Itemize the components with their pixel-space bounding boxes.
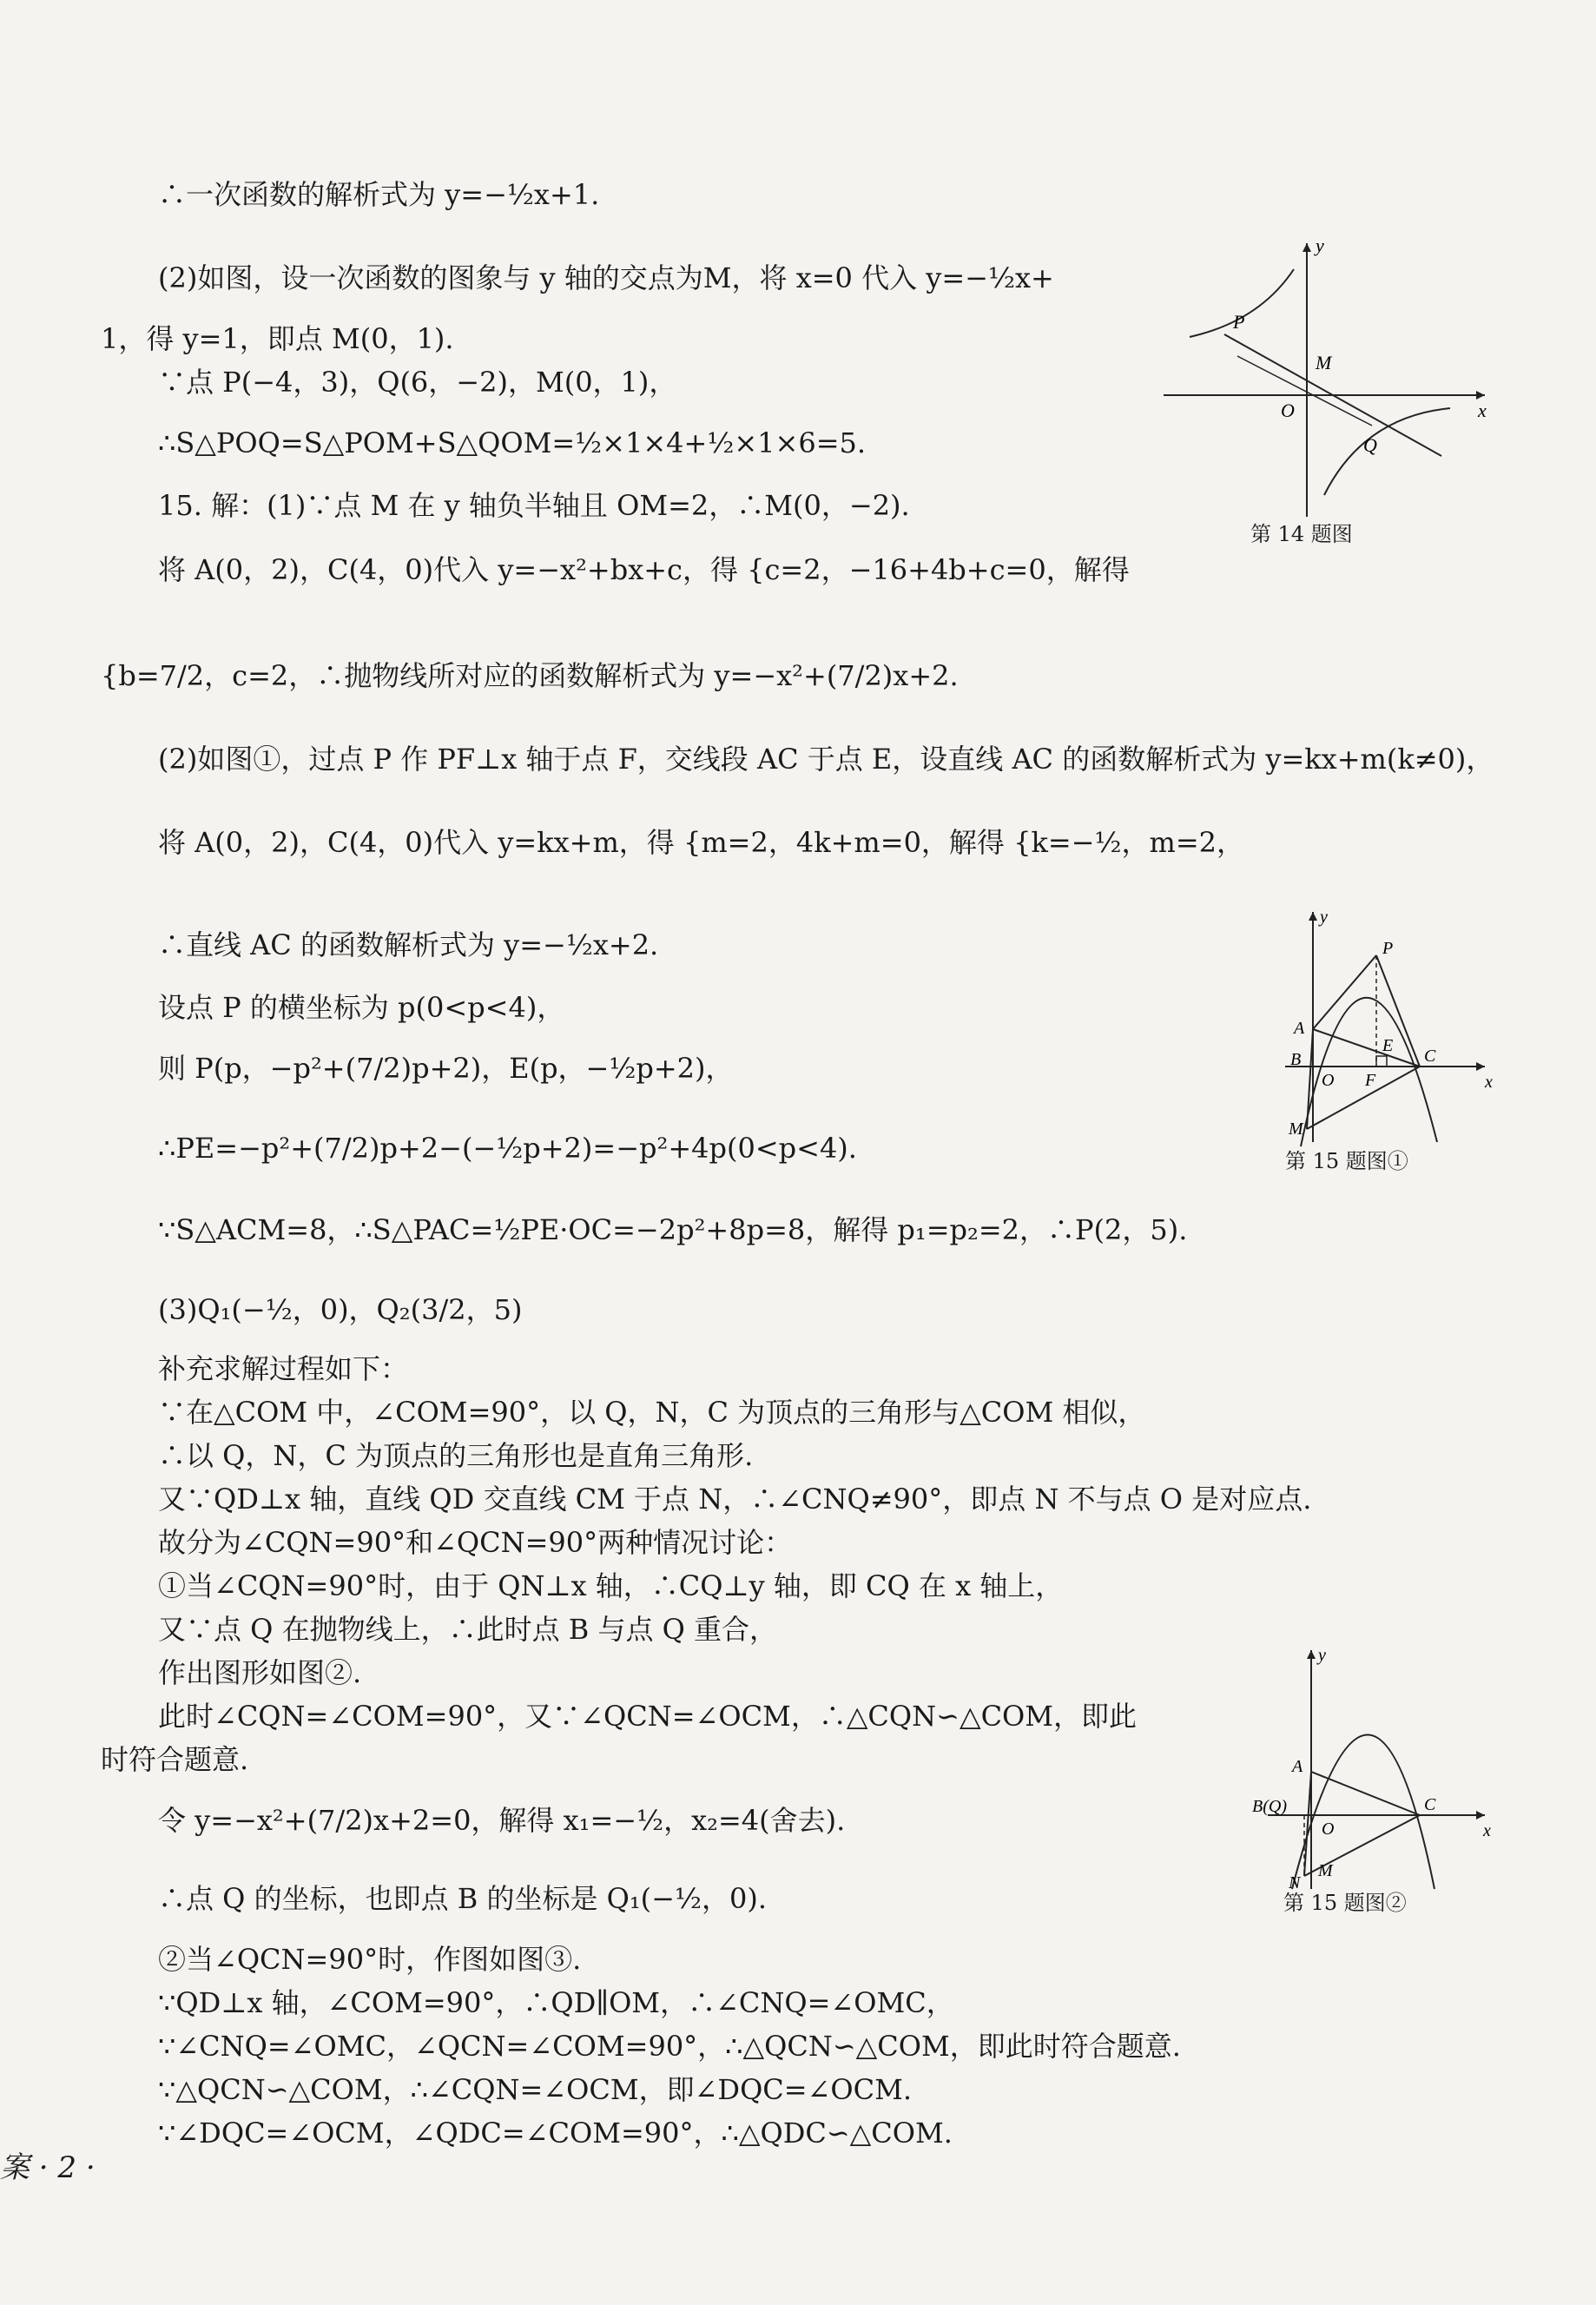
- text-line-16: (3)Q₁(−½，0)，Q₂(3/2，5): [158, 1293, 523, 1326]
- x-axis-arrow: [1476, 1811, 1485, 1820]
- text-line-22: ①当∠CQN=90°时，由于 QN⊥x 轴，∴CQ⊥y 轴，即 CQ 在 x 轴上，: [158, 1569, 1064, 1602]
- text-line-3: 1，得 y=1，即点 M(0，1).: [101, 322, 454, 355]
- figure-14-caption: 第 14 题图: [1250, 522, 1353, 546]
- label-e: E: [1382, 1036, 1394, 1055]
- label-o: O: [1322, 1071, 1335, 1090]
- label-a: A: [1294, 1019, 1305, 1038]
- figure-14-graph: [1155, 234, 1502, 530]
- text-line-24: 作出图形如图②.: [158, 1656, 362, 1689]
- text-line-33: ∵∠DQC=∠OCM，∠QDC=∠COM=90°，∴△QDC∽△COM.: [158, 2117, 953, 2150]
- x-axis-arrow: [1476, 391, 1485, 400]
- text-line-14: ∴PE=−p²+(7/2)p+2−(−½p+2)=−p²+4p(0<p<4).: [158, 1132, 857, 1165]
- figure-15-1: [1268, 903, 1502, 1181]
- label-m: M: [1318, 1861, 1333, 1880]
- line-ap: [1313, 955, 1376, 1029]
- line-ac: [1313, 1029, 1420, 1067]
- text-line-2: (2)如图，设一次函数的图象与 y 轴的交点为M，将 x=0 代入 y=−½x+: [158, 261, 1054, 294]
- text-line-28: ∴点 Q 的坐标，也即点 B 的坐标是 Q₁(−½，0).: [158, 1882, 768, 1915]
- label-x: x: [1485, 1073, 1493, 1092]
- label-y: y: [1320, 908, 1328, 927]
- figure-15-1-caption: 第 15 题图①: [1285, 1149, 1408, 1173]
- page-footer: 案 · 2 ·: [0, 2150, 96, 2185]
- text-line-10: 将 A(0，2)，C(4，0)代入 y=kx+m，得 {m=2，4k+m=0，解得 {k=−½，m=2，: [158, 826, 1245, 859]
- x-axis-arrow: [1476, 1062, 1485, 1071]
- label-q: Q: [1363, 434, 1377, 456]
- y-axis-arrow: [1309, 912, 1317, 921]
- label-f: F: [1365, 1071, 1376, 1090]
- label-o: O: [1281, 400, 1295, 421]
- text-line-9: (2)如图①，过点 P 作 PF⊥x 轴于点 F，交线段 AC 于点 E，设直线 AC 的函数解析式为 y=kx+m(k≠0)，: [158, 743, 1494, 776]
- text-line-27: 令 y=−x²+(7/2)x+2=0，解得 x₁=−½，x₂=4(舍去).: [158, 1804, 846, 1837]
- label-c: C: [1424, 1047, 1436, 1066]
- text-line-8: {b=7/2，c=2，∴抛物线所对应的函数解析式为 y=−x²+(7/2)x+2.: [101, 659, 959, 692]
- text-line-21: 故分为∠CQN=90°和∠QCN=90°两种情况讨论：: [158, 1526, 793, 1559]
- text-line-6: 15. 解：(1)∵点 M 在 y 轴负半轴且 OM=2，∴M(0，−2).: [158, 489, 910, 522]
- label-y: y: [1318, 1646, 1326, 1665]
- label-c: C: [1424, 1795, 1436, 1814]
- text-line-11: ∴直线 AC 的函数解析式为 y=−½x+2.: [158, 928, 659, 961]
- label-n: N: [1289, 1873, 1301, 1892]
- label-p: P: [1382, 939, 1394, 958]
- label-m: M: [1289, 1119, 1303, 1139]
- text-line-15: ∵S△ACM=8，∴S△PAC=½PE·OC=−2p²+8p=8，解得 p₁=p₂=2，∴P(2，5).: [158, 1213, 1188, 1246]
- text-line-26: 时符合题意.: [101, 1743, 249, 1776]
- label-p: P: [1233, 311, 1245, 333]
- hyperbola-branch-right: [1324, 408, 1450, 495]
- label-y: y: [1316, 234, 1324, 256]
- label-m: M: [1316, 352, 1332, 373]
- text-line-19: ∴以 Q，N，C 为顶点的三角形也是直角三角形.: [158, 1439, 754, 1472]
- figure-14: [1155, 234, 1502, 556]
- label-x: x: [1478, 400, 1487, 421]
- right-angle-mark: [1376, 1056, 1387, 1067]
- text-line-25: 此时∠CQN=∠COM=90°，又∵∠QCN=∠OCM，∴△CQN∽△COM，即此: [158, 1700, 1138, 1733]
- figure-15-2-caption: 第 15 题图②: [1283, 1891, 1407, 1915]
- y-axis-arrow: [1303, 243, 1311, 252]
- text-line-4: ∵点 P(−4，3)，Q(6，−2)，M(0，1)，: [158, 366, 677, 399]
- figure-15-2-graph: [1250, 1641, 1502, 1898]
- text-line-17: 补充求解过程如下：: [158, 1352, 409, 1385]
- label-b: B: [1290, 1050, 1302, 1069]
- label-o: O: [1322, 1820, 1335, 1839]
- figure-15-2: [1250, 1641, 1502, 1919]
- text-line-1: ∴一次函数的解析式为 y=−½x+1.: [158, 178, 600, 211]
- figure-15-1-graph: [1268, 903, 1502, 1155]
- text-line-20: 又∵QD⊥x 轴，直线 QD 交直线 CM 于点 N，∴∠CNQ≠90°，即点 N 不与点 O 是对应点.: [158, 1483, 1312, 1516]
- text-line-31: ∵∠CNQ=∠OMC，∠QCN=∠COM=90°，∴△QCN∽△COM，即此时符合题意.: [158, 2030, 1181, 2063]
- text-line-23: 又∵点 Q 在抛物线上，∴此时点 B 与点 Q 重合，: [158, 1613, 778, 1646]
- label-x: x: [1483, 1821, 1491, 1840]
- text-line-5: ∴S△POQ=S△POM+S△QOM=½×1×4+½×1×6=5.: [158, 426, 867, 459]
- y-axis-arrow: [1307, 1650, 1316, 1659]
- text-line-7: 将 A(0，2)，C(4，0)代入 y=−x²+bx+c，得 {c=2，−16+4b+c=0，解得: [158, 553, 1130, 586]
- text-line-29: ②当∠QCN=90°时，作图如图③.: [158, 1943, 582, 1976]
- text-line-12: 设点 P 的横坐标为 p(0<p<4)，: [158, 991, 565, 1024]
- label-bq: B(Q): [1252, 1797, 1287, 1816]
- line-oq: [1237, 356, 1372, 426]
- text-line-32: ∵△QCN∽△COM，∴∠CQN=∠OCM，即∠DQC=∠OCM.: [158, 2073, 913, 2106]
- label-a: A: [1292, 1757, 1303, 1776]
- line-am: [1307, 1029, 1313, 1129]
- text-line-18: ∵在△COM 中，∠COM=90°，以 Q，N，C 为顶点的三角形与△COM 相似，: [158, 1396, 1146, 1429]
- text-line-13: 则 P(p，−p²+(7/2)p+2)，E(p，−½p+2)，: [158, 1052, 734, 1085]
- text-line-30: ∵QD⊥x 轴，∠COM=90°，∴QD∥OM，∴∠CNQ=∠OMC，: [158, 1986, 954, 2019]
